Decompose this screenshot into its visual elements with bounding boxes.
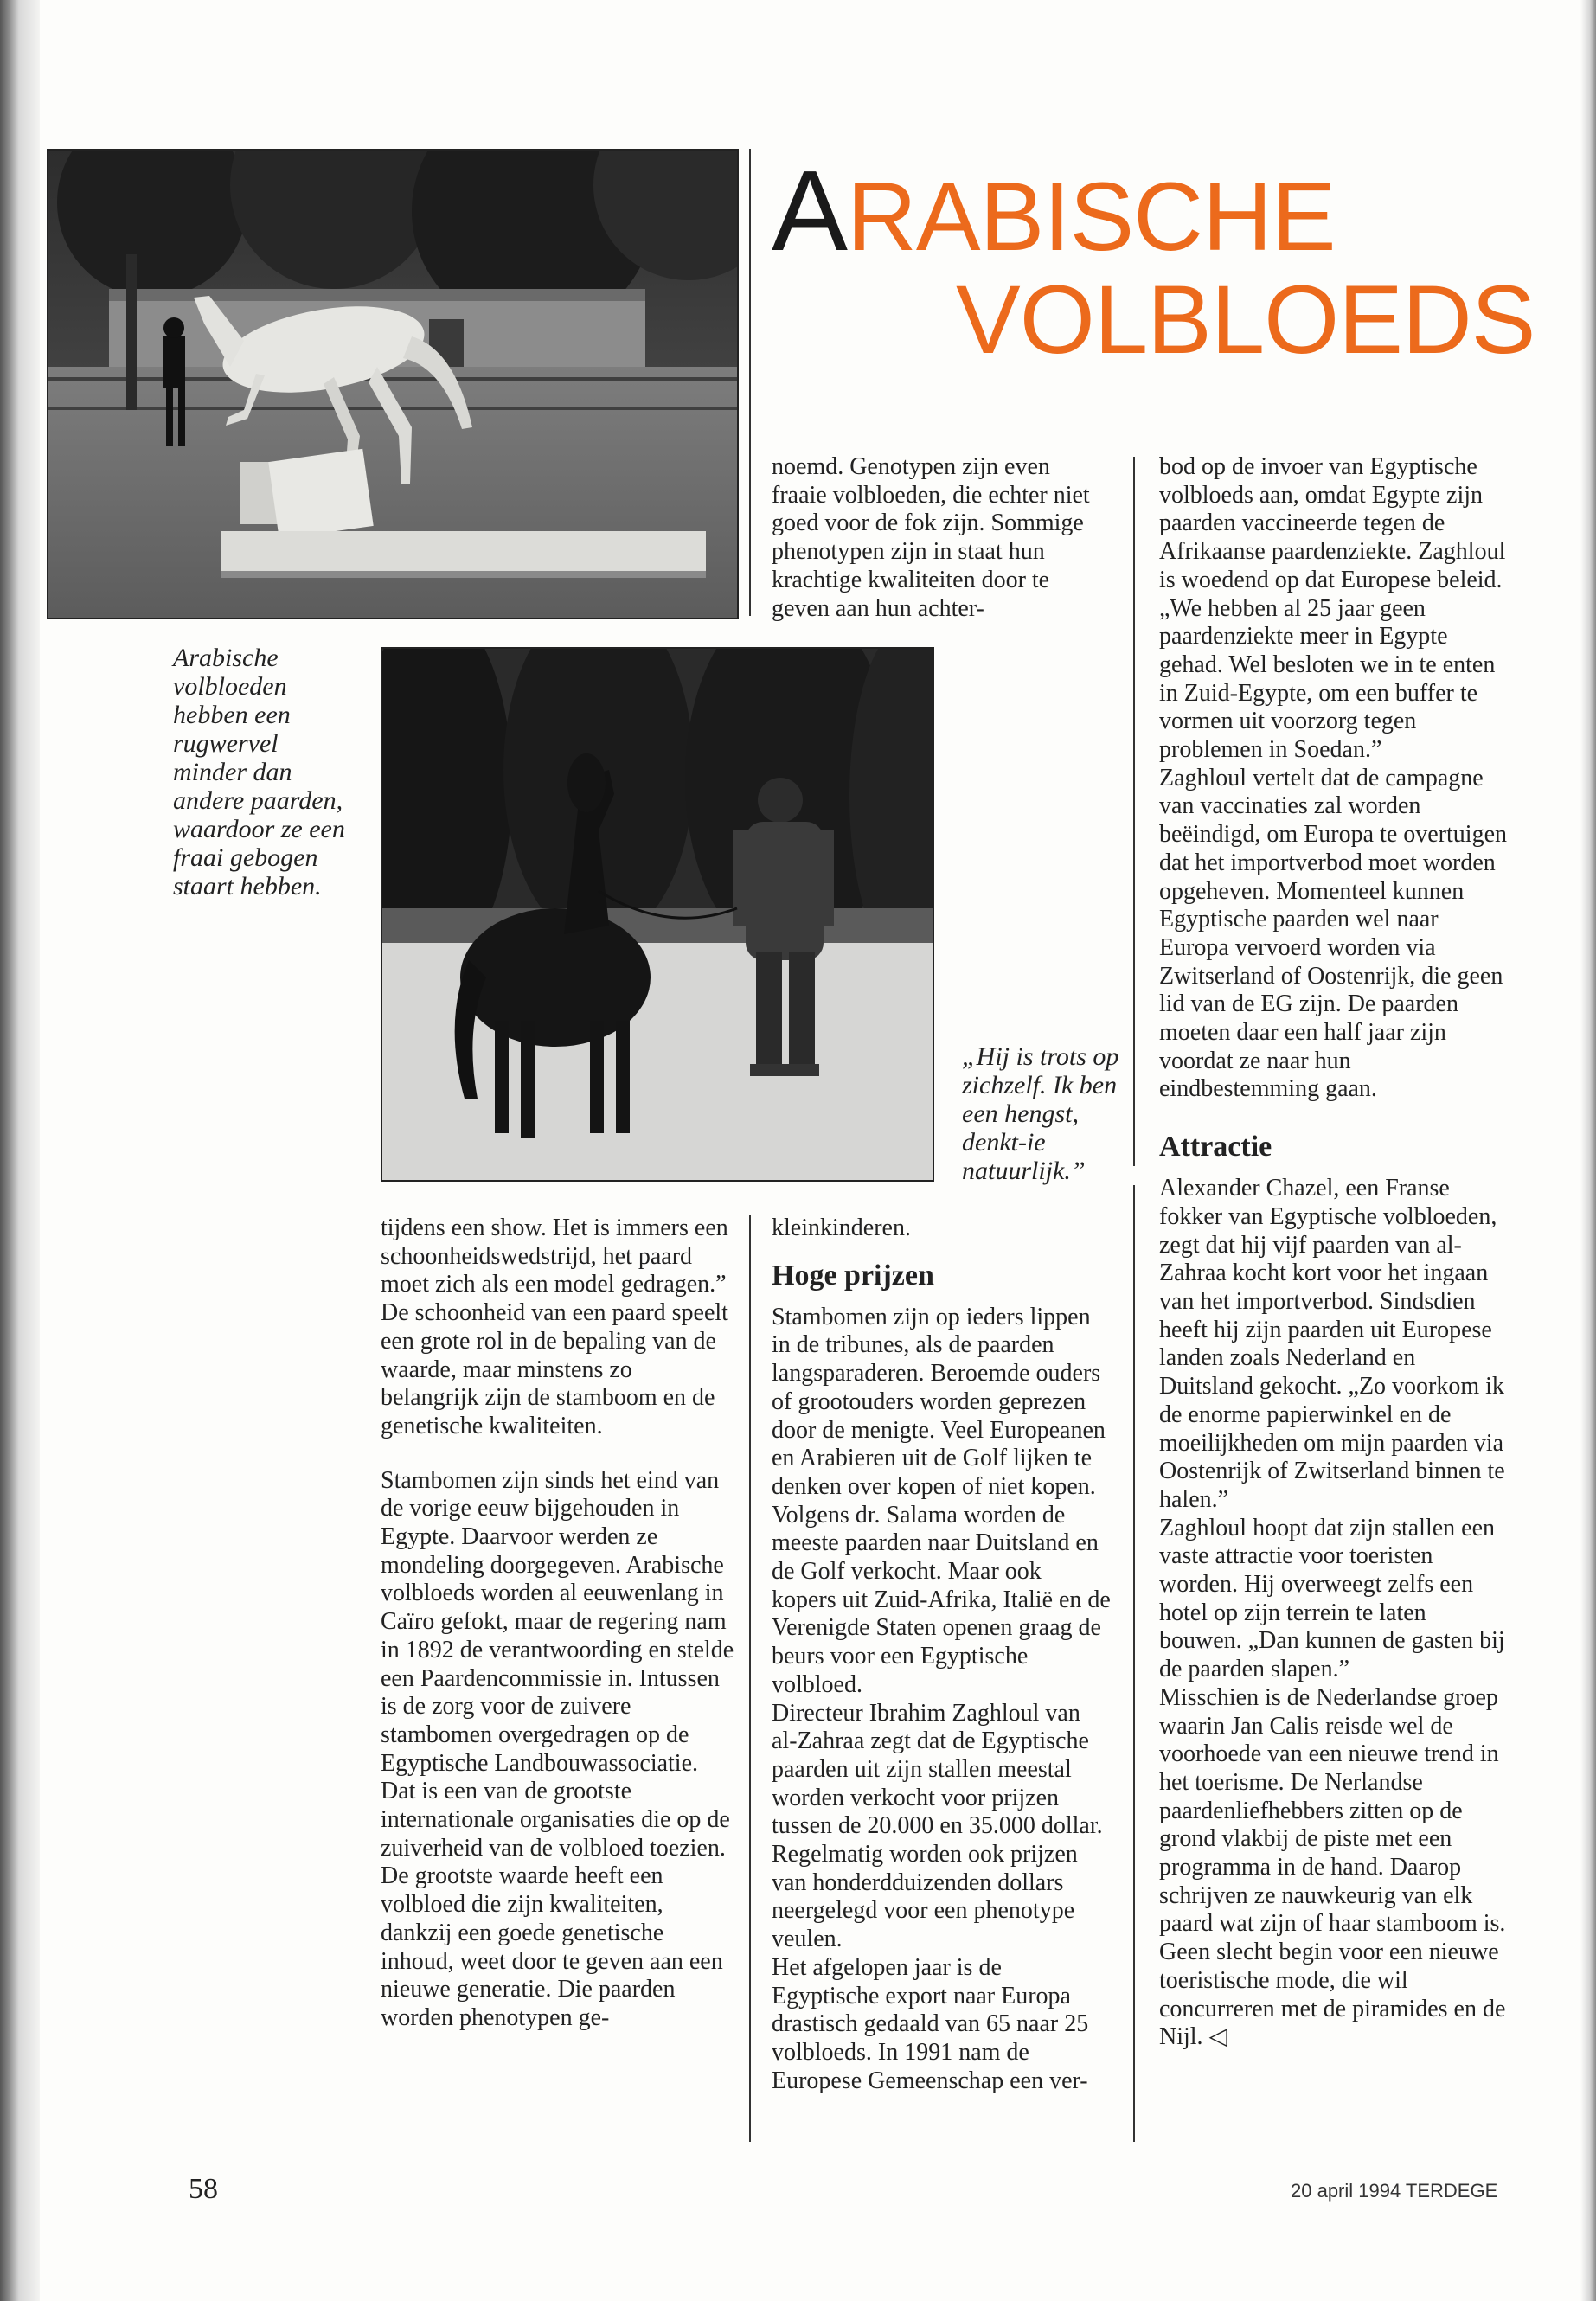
paragraph: Stambomen zijn op ieders lippen in de tribunes, als de paarden langsparaderen. Beroemde ouders of grootouders worden geprezen door de menigte. Veel Europeanen en Arabieren uit de Golf lijken te denken over kopen of niet kopen. xyxy=(772,1303,1106,1500)
paragraph: Stambomen zijn sinds het eind van de vorige eeuw bijgehouden in Egypte. Daarvoor werden ze mondeling doorgegeven. Arabische volbloeds worden al eeuwenlang in Caïro gefokt, maar de regering nam in 1892 de verantwoording en stelde een Paardencommissie in. Intussen is de zorg voor de zuivere stambomen overgedragen op de Egyptische Landbouwassociatie. Dat is een van de grootste internationale organisaties die op de zuiverheid van de volbloed toezien. xyxy=(381,1466,734,1862)
photo-caption-2: „Hij is trots op zichzelf. Ik ben een hengst, denkt-ie natuurlijk.” xyxy=(962,1042,1119,1185)
column-2-top xyxy=(772,453,1111,623)
paragraph: bod op de invoer van Egyptische volbloeds aan, omdat Egypte zijn paarden vaccineerde tegen de Afrikaanse paardenziekte. Zaghloul is woedend op dat Europese beleid. „We hebben al 25 jaar geen paardenziekte meer in Egypte gehad. Wel besloten we in te enten in Zuid-Egypte, om een buffer te vormen uit voorzorg tegen problemen in Soedan.” xyxy=(1159,453,1506,764)
paragraph: Zaghloul hoopt dat zijn stallen een vaste attractie voor toeristen worden. Hij overweegt zelfs een hotel op zijn terrein te laten bouwen. „Dan kunnen de gasten bij de paarden slapen.” xyxy=(1159,1514,1505,1683)
man-leading-horse-image xyxy=(382,649,933,1180)
paragraph: De schoonheid van een paard speelt een grote rol in de bepaling van de waarde, maar minstens zo belangrijk zijn de stamboom en de genetische kwaliteiten. xyxy=(381,1299,728,1439)
paragraph: Misschien is de Nederlandse groep waarin Jan Calis reisde wel de voorhoede van een nieuwe trend in het toerisme. De Nerlandse paardenliefhebbers zitten op de grond vlakbij de piste met een programma in de hand. Daarop schrijven ze nauwkeurig van elk paard wat zijn of haar stamboom is. Geen slecht begin voor een nieuwe toeristische mode, die wil concurreren met de piramides en de Nijl. ◁ xyxy=(1159,1683,1506,2051)
paragraph: Directeur Ibrahim Zaghloul van al-Zahraa zegt dat de Egyptische paarden uit zijn stallen meestal worden verkocht voor prijzen tussen de 20.000 en 35.000 dollar. Regelmatig worden ook prijzen van honderdduizenden dollars neergelegd voor een phenotype veulen. xyxy=(772,1699,1103,1953)
section-heading-attractie: Attractie xyxy=(1159,1131,1272,1163)
column-divider-rule-upper xyxy=(1133,457,1135,1166)
paragraph: De grootste waarde heeft een volbloed die zijn kwaliteiten, dankzij een goede genetische inhoud, weet door te geven aan een nieuwe generatie. Die paarden worden phenotypen ge- xyxy=(381,1862,723,2031)
column-divider-rule-left xyxy=(749,1215,751,2142)
title-line-2: VOLBLOEDS xyxy=(956,266,1535,375)
column-2-bottom xyxy=(772,1215,1111,2095)
paragraph: Zaghloul vertelt dat de campagne van vaccinaties zal worden beëindigd, om Europa te overtuigen dat het importverbod moet worden opgeheven. Momenteel kunnen Egyptische paarden wel naar Europa vervoerd worden via Zwitserland of Oostenrijk, die geen lid van de EG zijn. De paarden moeten daar een half jaar zijn voordat ze naar hun eindbestemming gaan. xyxy=(1159,764,1507,1103)
paragraph: tijdens een show. Het is immers een schoonheidswedstrijd, het paard moet zich als een model gedragen.” xyxy=(381,1215,728,1298)
paragraph: Alexander Chazel, een Franse fokker van Egyptische volbloeden, zegt dat hij vijf paarden van al-Zahraa kocht kort voor het ingaan van het importverbod. Sindsdien heeft hij zijn paarden uit Europese landen zoals Nederland en Duitsland gekocht. „Zo voorkom ik de enorme papierwinkel en de moeilijkheden om mijn paarden via Oostenrijk of Zwitserland binnen te halen.” xyxy=(1159,1175,1505,1513)
column-divider-rule-right xyxy=(1133,1185,1135,2142)
paragraph: noemd. Genotypen zijn even fraaie volbloeden, die echter niet goed voor de fok zijn. Sommige phenotypen zijn in staat hun krachtige kwaliteiten door te geven aan hun achter- xyxy=(772,453,1090,622)
publication-footer: 20 april 1994 TERDEGE xyxy=(1291,2180,1498,2202)
paragraph: Volgens dr. Salama worden de meeste paarden naar Duitsland en de Golf verkocht. Maar ook kopers uit Zuid-Afrika, Italië en de Verenigde Staten openen graag de beurs voor een Egyptische volbloed. xyxy=(772,1501,1111,1698)
section-heading-hoge-prijzen: Hoge prijzen xyxy=(772,1259,934,1292)
page-edge-shadow xyxy=(1580,0,1596,2301)
paragraph: kleinkinderen. xyxy=(772,1215,911,1241)
title-initial: A xyxy=(772,147,848,274)
paragraph: Het afgelopen jaar is de Egyptische export naar Europa drastisch gedaald van 65 naar 25 volbloeds. In 1991 nam de Europese Gemeenschap een ver- xyxy=(772,1953,1089,2094)
horse-jumping-image xyxy=(48,151,737,618)
photo-horse-jumping xyxy=(47,149,739,619)
page-spine-shadow xyxy=(0,0,40,2301)
column-3-top xyxy=(1159,453,1514,2052)
column-1-bottom xyxy=(381,1215,735,2033)
article-title xyxy=(772,147,1535,375)
title-line-1: RABISCHE xyxy=(847,163,1336,271)
title-divider-rule xyxy=(749,149,751,616)
photo-caption-1: Arabische volbloeden hebben een rugwervel minder dan andere paarden, waardoor ze een fraai gebogen staart hebben. xyxy=(173,644,345,901)
photo-man-leading-horse xyxy=(381,647,934,1182)
page-number: 58 xyxy=(189,2173,218,2205)
